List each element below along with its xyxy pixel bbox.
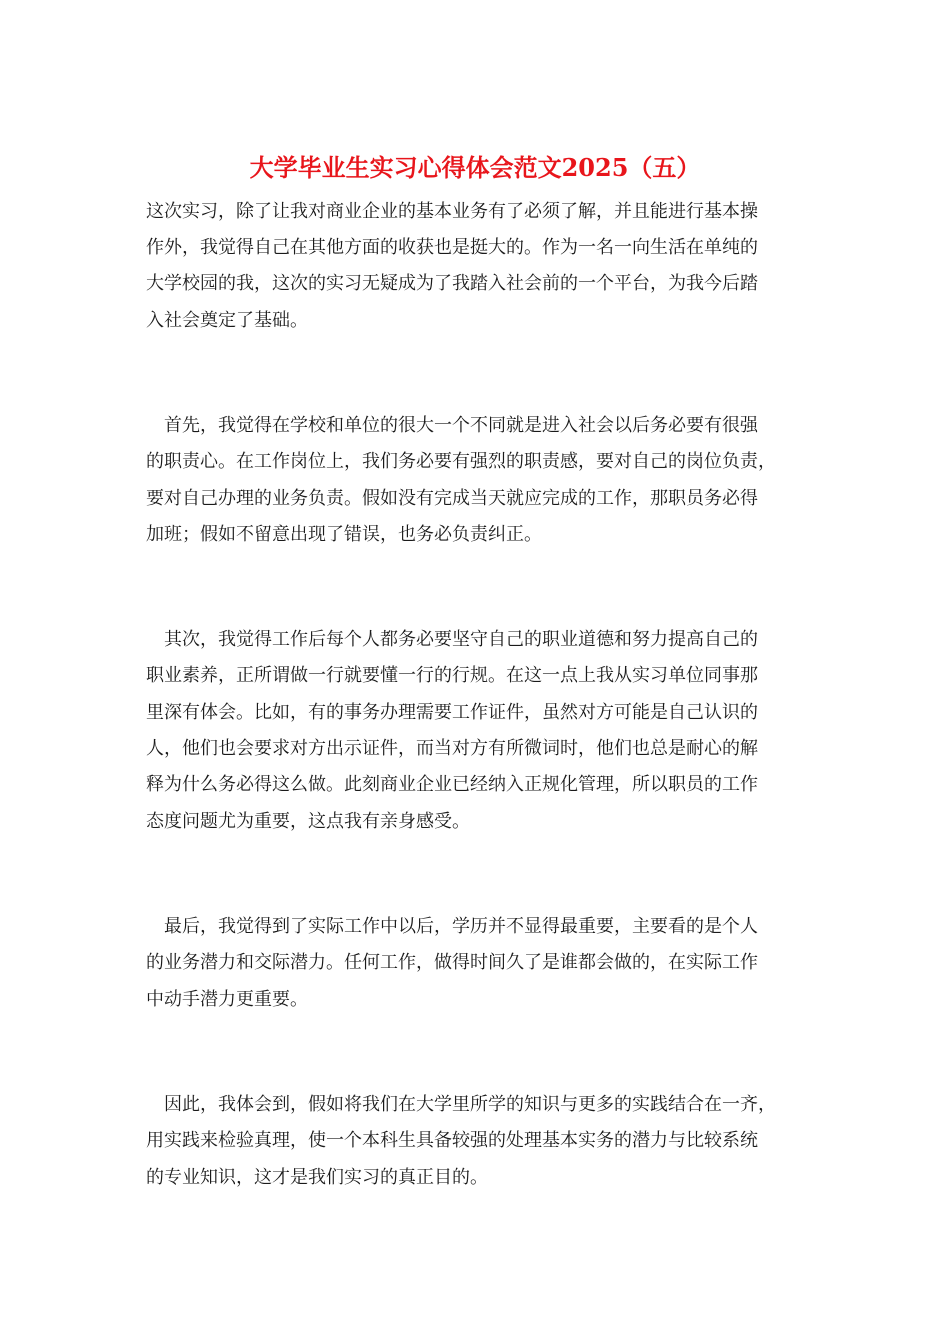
paragraph-4-line-1: 最后，我觉得到了实际工作中以后，学历并不显得最重要，主要看的是个人 (146, 916, 758, 937)
paragraph-3-line-2: 职业素养，正所谓做一行就要懂一行的行规。在这一点上我从实习单位同事那 (146, 665, 758, 686)
paragraph-3-line-4: 人，他们也会要求对方出示证件，而当对方有所微词时，他们也总是耐心的解 (146, 738, 758, 759)
paragraph-3-line-1: 其次，我觉得工作后每个人都务必要坚守自己的职业道德和努力提高自己的 (146, 629, 758, 650)
paragraph-1-line-3: 大学校园的我，这次的实习无疑成为了我踏入社会前的一个平台，为我今后踏 (146, 273, 758, 294)
paragraph-2-line-1: 首先，我觉得在学校和单位的很大一个不同就是进入社会以后务必要有很强 (146, 415, 758, 436)
paragraph-2-line-4: 加班；假如不留意出现了错误，也务必负责纠正。 (146, 524, 542, 545)
paragraph-2-line-2: 的职责心。在工作岗位上，我们务必要有强烈的职责感，要对自己的岗位负责， (146, 451, 776, 472)
paragraph-5-line-2: 用实践来检验真理，使一个本科生具备较强的处理基本实务的潜力与比较系统 (146, 1130, 758, 1151)
paragraph-3-line-5: 释为什么务必得这么做。此刻商业企业已经纳入正规化管理，所以职员的工作 (146, 774, 758, 795)
paragraph-1-line-4: 入社会奠定了基础。 (146, 310, 308, 331)
paragraph-3-line-3: 里深有体会。比如，有的事务办理需要工作证件，虽然对方可能是自己认识的 (146, 702, 758, 723)
paragraph-4-line-2: 的业务潜力和交际潜力。任何工作，做得时间久了是谁都会做的，在实际工作 (146, 952, 758, 973)
paragraph-5-line-3: 的专业知识，这才是我们实习的真正目的。 (146, 1167, 488, 1188)
paragraph-1-line-1: 这次实习，除了让我对商业企业的基本业务有了必须了解，并且能进行基本操 (146, 201, 758, 222)
document-title: 大学毕业生实习心得体会范文2025（五） (249, 153, 701, 182)
paragraph-5-line-1: 因此，我体会到，假如将我们在大学里所学的知识与更多的实践结合在一齐， (146, 1094, 776, 1115)
paragraph-1-line-2: 作外，我觉得自己在其他方面的收获也是挺大的。作为一名一向生活在单纯的 (146, 237, 758, 258)
paragraph-3-line-6: 态度问题尤为重要，这点我有亲身感受。 (146, 811, 470, 832)
paragraph-4-line-3: 中动手潜力更重要。 (146, 989, 308, 1010)
paragraph-2-line-3: 要对自己办理的业务负责。假如没有完成当天就应完成的工作，那职员务必得 (146, 488, 758, 509)
